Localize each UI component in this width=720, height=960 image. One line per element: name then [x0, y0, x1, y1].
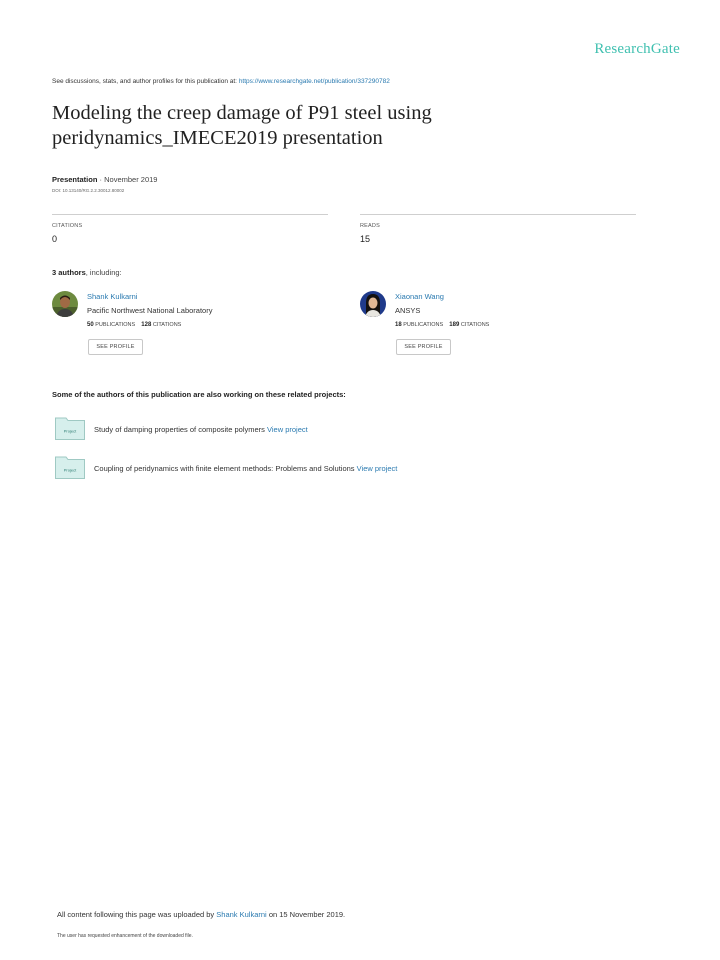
- author-citations-count: 128: [141, 322, 152, 328]
- author-institution: Pacific Northwest National Laboratory: [87, 306, 213, 315]
- author-name-link[interactable]: Xiaonan Wang: [395, 292, 444, 301]
- reads-label: READS: [360, 223, 380, 229]
- project-row: [94, 464, 397, 473]
- title-line-1: Modeling the creep damage of P91 steel using: [52, 102, 432, 124]
- folder-icon: [55, 416, 85, 440]
- project-row: [94, 425, 308, 434]
- author-citations-count: 189: [449, 322, 460, 328]
- project-item[interactable]: [55, 416, 85, 445]
- authors-count: 3 authors: [52, 268, 86, 277]
- citations-divider: [52, 214, 328, 215]
- title-line-2: peridynamics_IMECE2019 presentation: [52, 127, 383, 149]
- upload-info: [57, 910, 345, 919]
- publication-doi: DOI: 10.13140/RG.2.2.30012.80002: [52, 188, 125, 193]
- researchgate-logo[interactable]: ResearchGate: [594, 41, 680, 57]
- project-title: Study of damping properties of composite polymers: [94, 425, 265, 434]
- author-publications-label: PUBLICATIONS: [403, 322, 444, 328]
- author-publications-label: PUBLICATIONS: [95, 322, 136, 328]
- citations-value: 0: [52, 234, 58, 244]
- author-institution: ANSYS: [395, 306, 421, 315]
- view-project-link[interactable]: View project: [356, 464, 398, 473]
- see-profile-button[interactable]: SEE PROFILE: [88, 339, 143, 355]
- upload-suffix: on 15 November 2019.: [268, 910, 346, 919]
- author-publications-count: 50: [87, 322, 94, 328]
- folder-label: Project: [63, 467, 77, 473]
- enhancement-note: The user has requested enhancement of the downloaded file.: [57, 933, 193, 939]
- reads-divider: [360, 214, 636, 215]
- folder-icon: [55, 455, 85, 479]
- see-discussions-line: [52, 78, 390, 85]
- publication-title: [52, 101, 652, 151]
- authors-including: , including:: [85, 268, 122, 277]
- author-citations-label: CITATIONS: [152, 322, 182, 328]
- author-stats: [395, 322, 489, 328]
- see-profile-button[interactable]: SEE PROFILE: [396, 339, 451, 355]
- see-discussions-text: See discussions, stats, and author profiles for this publication at:: [52, 78, 237, 85]
- view-project-link[interactable]: View project: [267, 425, 308, 434]
- publication-meta: [52, 175, 157, 184]
- author-name-link[interactable]: Shank Kulkarni: [87, 292, 138, 301]
- project-item[interactable]: [55, 455, 85, 484]
- related-projects-heading: Some of the authors of this publication are also working on these related projects:: [52, 390, 346, 399]
- publication-type: Presentation: [52, 175, 98, 184]
- reads-value: 15: [360, 234, 371, 244]
- uploader-link[interactable]: Shank Kulkarni: [216, 910, 267, 919]
- avatar-photo-icon: [52, 291, 78, 317]
- project-title: Coupling of peridynamics with finite element methods: Problems and Solutions: [94, 464, 355, 473]
- avatar-shank-kulkarni[interactable]: [52, 291, 78, 317]
- authors-heading: [52, 268, 122, 277]
- author-citations-label: CITATIONS: [460, 322, 490, 328]
- avatar-xiaonan-wang[interactable]: [360, 291, 386, 317]
- folder-label: Project: [63, 428, 77, 434]
- publication-url-link[interactable]: https://www.researchgate.net/publication/337290782: [238, 78, 390, 85]
- upload-prefix: All content following this page was uploaded by: [57, 910, 215, 919]
- publication-date: · November 2019: [97, 175, 158, 184]
- author-stats: [87, 322, 181, 328]
- citations-label: CITATIONS: [52, 223, 83, 229]
- avatar-photo-icon: [360, 291, 386, 317]
- author-publications-count: 18: [395, 322, 402, 328]
